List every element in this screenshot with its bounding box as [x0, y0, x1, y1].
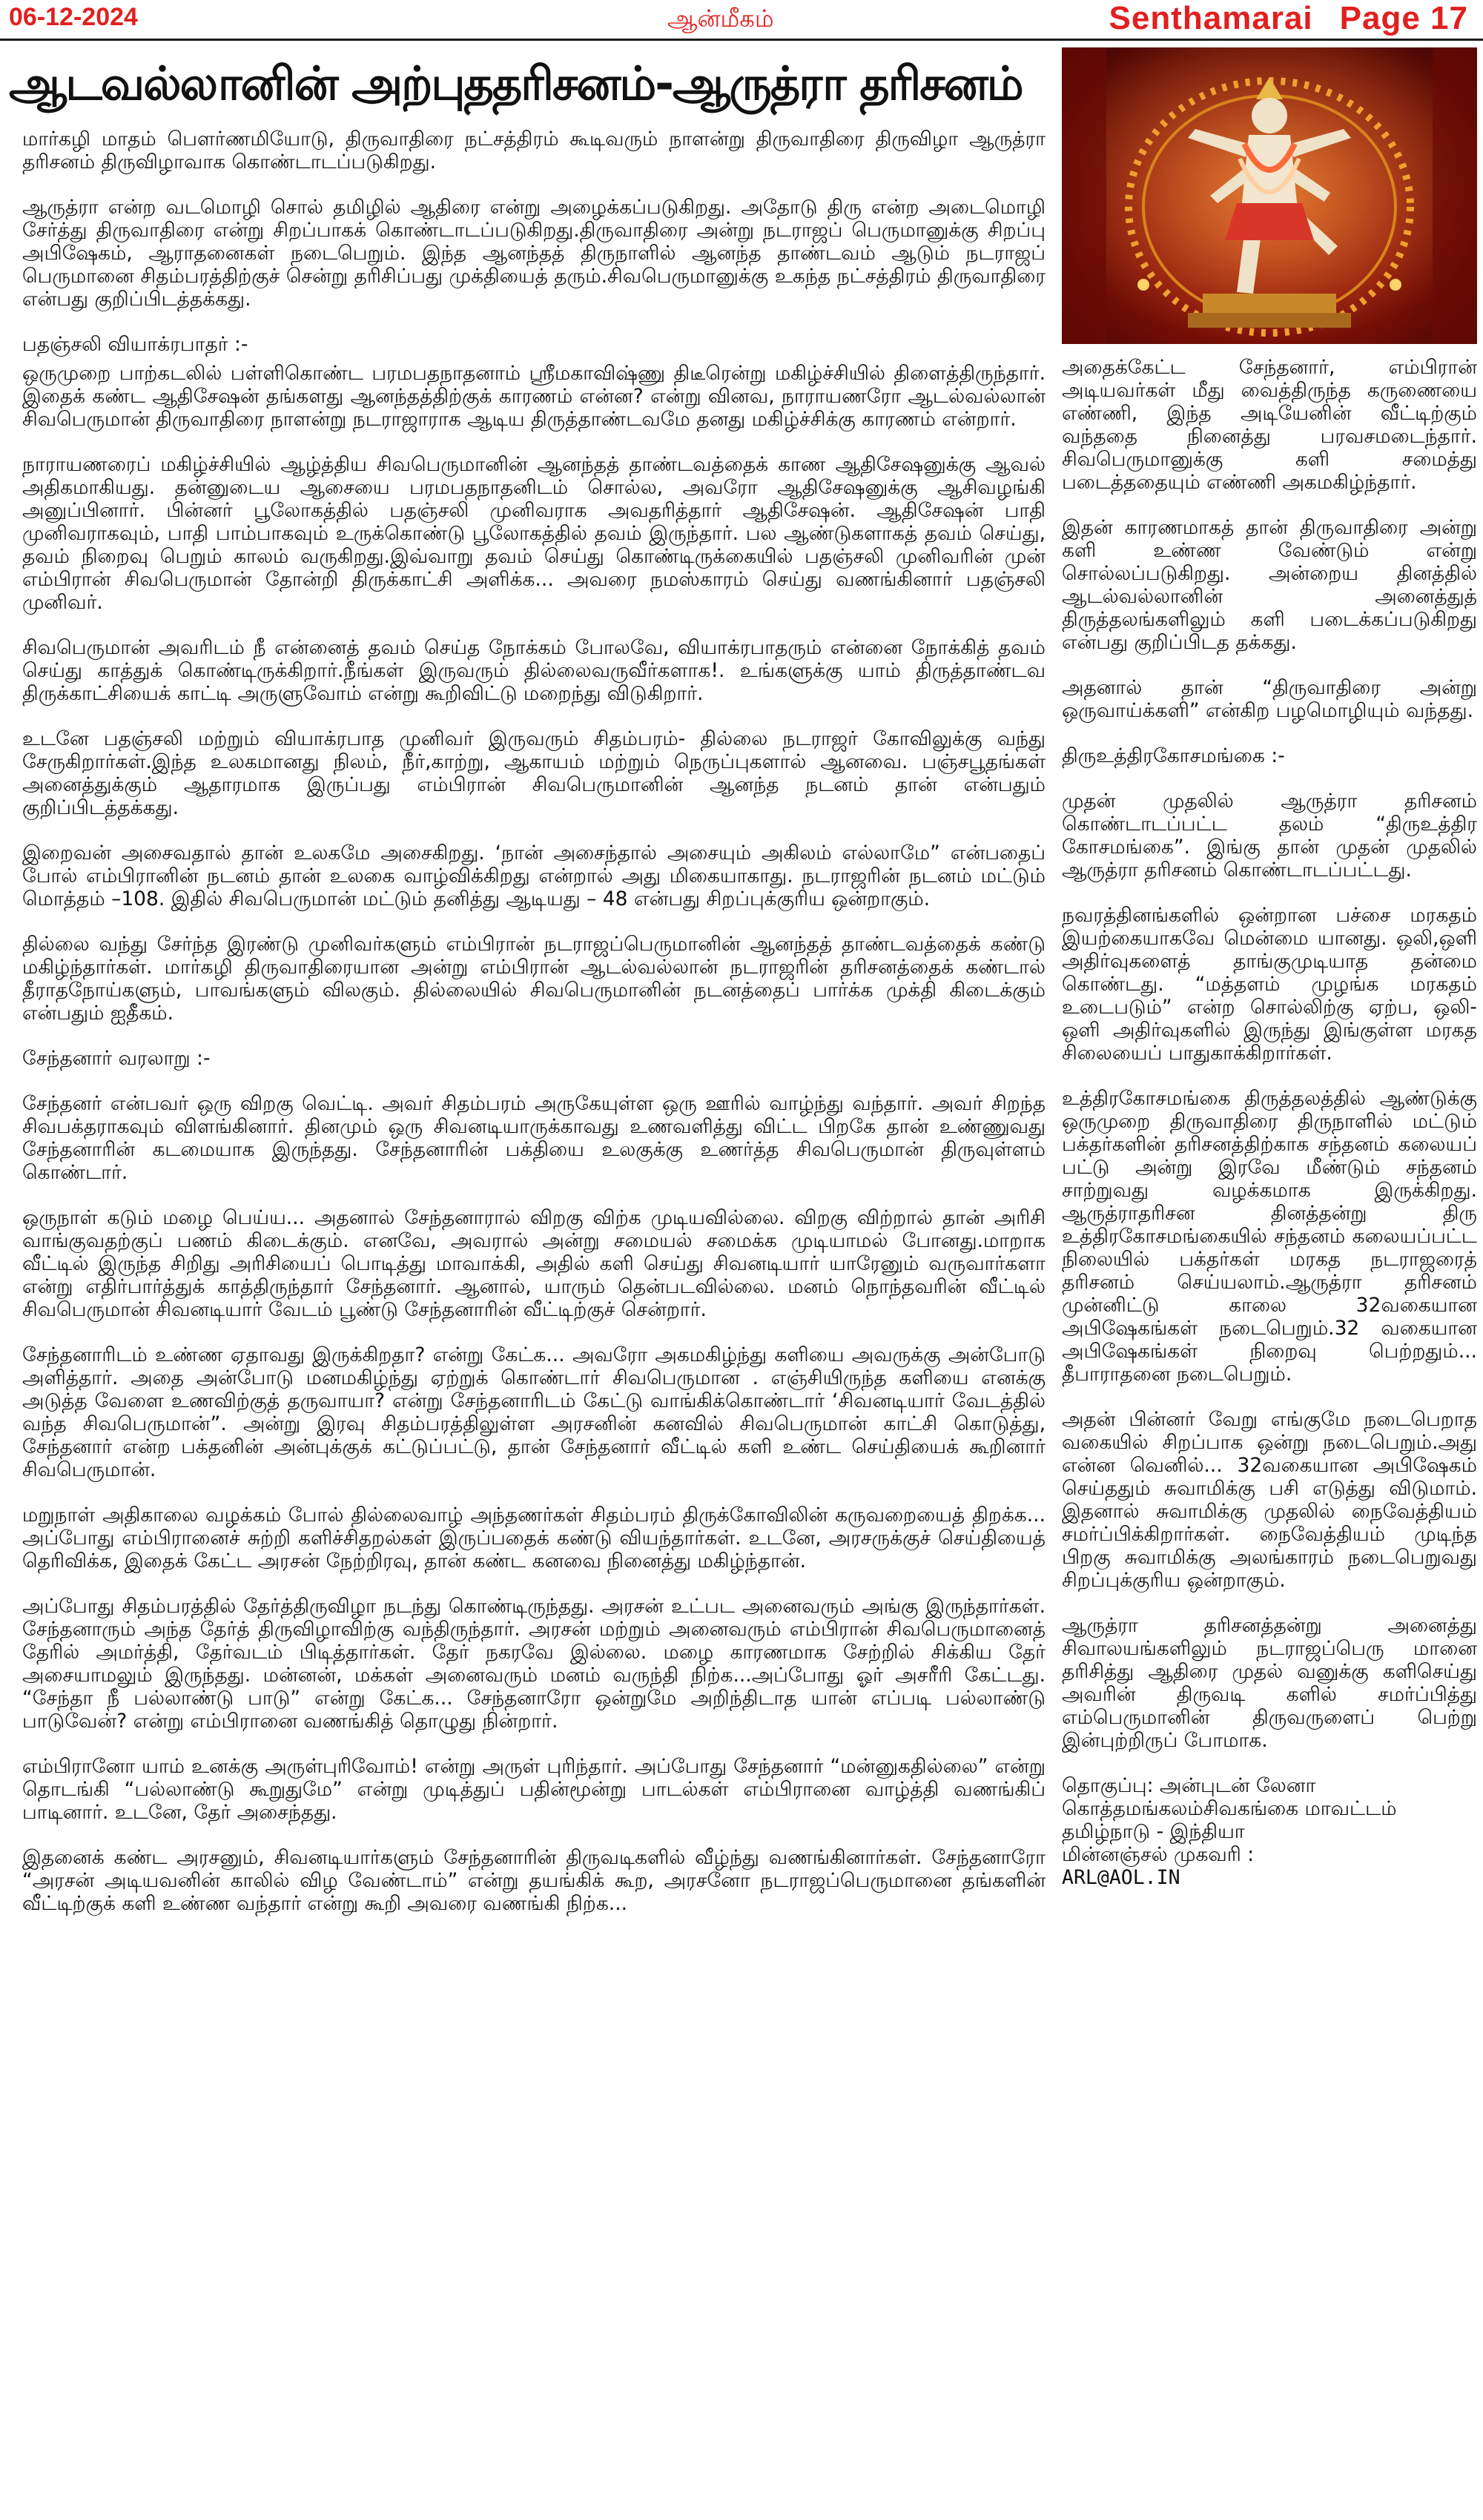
paragraph: அதன் பின்னர் வேறு எங்குமே நடைபெறாத வகையில் சிறப்பாக ஒன்று நடைபெறும்.அது என்ன வெனில்... 32வகையான அபிஷேகம் செய்ததும் சுவாமிக்கு பசி எடுத்து விடுமாம். இதனால் சுவாமிக்கு முதலில் நைவேத்தியம் சமர்ப்பிக்கிறார்கள். நைவேத்தியம் முடிந்த பிறகு சுவாமிக்கு அலங்காரம் நடைபெறுவது சிறப்புக்குரிய ஒன்றாகும். [1062, 1408, 1477, 1592]
nataraja-idol-icon [1062, 47, 1477, 344]
paragraph: ஆருத்ரா என்ற வடமொழி சொல் தமிழில் ஆதிரை என்று அழைக்கப்படுகிறது. அதோடு திரு என்ற அடைமொழி சேர்த்து திருவாதிரை என்று சிறப்பாகக் கொண்டாடப்படுகிறது.திருவாதிரை அன்று நடராஜப் பெருமானுக்கு சிறப்பு அபிஷேகம், ஆராதனைகள் நடைபெறும். இந்த ஆனந்தத் திருநாளில் ஆனந்த தாண்டவம் ஆடும் நடராஜப் பெருமானை சிதம்பரத்திற்குச் சென்று தரிசிப்பது முக்தியைத் தரும்.சிவபெருமானுக்கு உகந்த நட்சத்திரம் திருவாதிரை என்பது குறிப்பிடத்தக்கது. [22, 196, 1046, 311]
article-headline: ஆடவல்லானின் அற்புததரிசனம்-ஆருத்ரா தரிசனம் [9, 56, 1023, 110]
email-address: ARL@AOL.IN [1062, 1866, 1180, 1889]
paragraph: ஒருநாள் கடும் மழை பெய்ய... அதனால் சேந்தனாரால் விறகு விற்க முடியவில்லை. விறகு விற்றால் தான் அரிசி வாங்குவதற்குப் பணம் கிடைக்கும். எனவே, அவரால் அன்று சமையல் சமைக்க முடியாமல் போனது.மாறாக வீட்டில் இருந்த சிறிது அரிசியைப் பொடித்து மாவாக்கி, அதில் களி செய்து சிவனடியார் யாரேனும் வருவார்களா என்று எதிர்பார்த்துக் காத்திருந்தார் சேந்தனார். ஆனால், யாரும் தென்படவில்லை. மனம் நொந்தவரின் வீட்டில் சிவபெருமான் சிவனடியார் வேடம் பூண்டு சேந்தனாரின் வீட்டிற்குச் சென்றார். [22, 1206, 1046, 1321]
brand-name: Senthamarai [1109, 0, 1313, 36]
paragraph: நாராயணரைப் மகிழ்ச்சியில் ஆழ்த்திய சிவபெருமானின் ஆனந்தத் தாண்டவத்தைக் காண ஆதிசேஷனுக்கு ஆவல் அதிகமாகியது. தன்னுடைய ஆசையை பரமபதநாதனிடம் சொல்ல, அவரோ ஆதிசேஷனுக்கு ஆசிவழங்கி அனுப்பினார். பின்னர் பூலோகத்தில் பதஞ்சலி முனிவராக அவதரித்தார் ஆதிசேஷன். ஆதிசேஷன் பாதி முனிவராகவும், பாதி பாம்பாகவும் உருக்கொண்டு பூலோகத்தில் தவம் இருந்தார். பல ஆண்டுகளாகத் தவம் செய்து, தவம் நிறைவு பெறும் காலம் வருகிறது.இவ்வாறு தவம் செய்து கொண்டிருக்கையில் பதஞ்சலி முனிவரின் முன் எம்பிரான் சிவபெருமான் தோன்றி திருக்காட்சி அளிக்க... அவரை நமஸ்காரம் செய்து வணங்கினார் பதஞ்சலி முனிவர். [22, 453, 1046, 614]
paragraph: இதன் காரணமாகத் தான் திருவாதிரை அன்று களி உண்ண வேண்டும் என்று சொல்லப்படுகிறது. அன்றைய தினத்தில் ஆடல்வல்லானின் அனைத்துத் திருத்தலங்களிலும் களி படைக்கப்படுகிறது என்பது குறிப்பிடத தக்கது. [1062, 516, 1477, 654]
paragraph: மறுநாள் அதிகாலை வழக்கம் போல் தில்லைவாழ் அந்தணர்கள் சிதம்பரம் திருக்கோவிலின் கருவறையைத் திறக்க... அப்போது எம்பிரானைச் சுற்றி களிச்சிதறல்கள் இருப்பதைக் கண்டு வியந்தார்கள். உடனே, அரசருக்குச் செய்தியைத் தெரிவிக்க, இதைக் கேட்ட அரசன் நேற்றிரவு, தான் கண்ட கனவை நினைத்து மகிழ்ந்தான். [22, 1504, 1046, 1572]
nataraja-photo [1062, 47, 1477, 344]
paragraph: சேந்தனாரிடம் உண்ண ஏதாவது இருக்கிறதா? என்று கேட்க... அவரோ அகமகிழ்ந்து களியை அவருக்கு அன்போடு அளித்தார். அதை அன்போடு மனமகிழ்ந்து ஏற்றுக் கொண்டார் சிவபெருமான . எஞ்சியிருந்த களியை எனக்கு அடுத்த வேளை உணவிற்குத் தருவாயா? என்று சேந்தனாரிடம் கேட்டு வாங்கிக்கொண்டார் ‘சிவனடியார் வேடத்தில் வந்த சிவபெருமான்”. அன்று இரவு சிதம்பரத்திலுள்ள அரசனின் கனவில் சிவபெருமான் காட்சி கொடுத்து, சேந்தனார் என்ற பக்தனின் அன்புக்குக் கட்டுப்பட்டு, தான் சேந்தனார் வீட்டில் களி உண்ட செய்தியைக் கூறினார் சிவபெருமான். [22, 1343, 1046, 1481]
section-name: ஆன்மீகம் [667, 4, 774, 33]
issue-date: 06-12-2024 [9, 3, 138, 31]
paragraph: நவரத்தினங்களில் ஒன்றான பச்சை மரகதம் இயற்கையாகவே மென்மை யானது. ஒலி,ஒளி அதிர்வுகளைத் தாங்குமுடியாத தன்மை கொண்டது. “மத்தளம் முழங்க மரகதம் உடைபடும்” என்ற சொல்லிற்கு ஏற்ப, ஒலி-ஒளி அதிர்வுகளில் இருந்து இங்குள்ள மரகத சிலையைப் பாதுகாக்கிறார்கள். [1062, 904, 1477, 1065]
paragraph: தில்லை வந்து சேர்ந்த இரண்டு முனிவர்களும் எம்பிரான் நடராஜப்பெருமானின் ஆனந்தத் தாண்டவத்தைக் கண்டு மகிழ்ந்தார்கள். மார்கழி திருவாதிரையான அன்று எம்பிரான் ஆடல்வல்லான் நடராஜரின் தரிசனத்தைக் கண்டால் தீராதநோய்களும், பாவங்களும் விலகும். தில்லையில் சிவபெருமானின் நடனத்தைப் பார்க்க முக்தி கிடைக்கும் என்பதும் ஐதீகம். [22, 933, 1046, 1025]
page-number: Page 17 [1339, 0, 1468, 36]
paragraph: முதன் முதலில் ஆருத்ரா தரிசனம் கொண்டாடப்பட்ட தலம் “திருஉத்திர கோசமங்கை”. இங்கு தான் முதன் முதலில் ஆருத்ரா தரிசனம் கொண்டாடப்பட்டது. [1062, 790, 1477, 882]
subheading-uthirakosamangai: திருஉத்திரகோசமங்கை :- [1062, 744, 1285, 767]
paragraph: சிவபெருமான் அவரிடம் நீ என்னைத் தவம் செய்த நோக்கம் போலவே, வியாக்ரபாதரும் என்னை நோக்கித் தவம் செய்து காத்துக் கொண்டிருக்கிறார்.நீங்கள் இருவரும் தில்லைவருவீர்களாக!. உங்களுக்கு யாம் திருத்தாண்டவ திருக்காட்சியைக் காட்டி அருளுவோம் என்று கூறிவிட்டு மறைந்து விடுகிறார். [22, 636, 1046, 705]
header-rule [0, 39, 1483, 41]
paragraph: அதனால் தான் “திருவாதிரை அன்று ஒருவாய்க்களி” என்கிற பழமொழியும் வந்தது. [1062, 676, 1477, 722]
paragraph: சேந்தனர் என்பவர் ஒரு விறகு வெட்டி. அவர் சிதம்பரம் அருகேயுள்ள ஒரு ஊரில் வாழ்ந்து வந்தார். அவர் சிறந்த சிவபக்தராகவும் விளங்கினார். தினமும் ஒரு சிவனடியாருக்காவது உணவளித்து விட்ட பிறகே தான் உண்ணுவது சேந்தனாரின் கடமையாக இருந்தது. சேந்தனாரின் பக்தியை உலகுக்கு உணர்த்த சிவபெருமான் திருவுள்ளம் கொண்டார். [22, 1092, 1046, 1184]
compiled-by: தொகுப்பு: அன்புடன் லேனா [1062, 1774, 1316, 1797]
main-column [22, 128, 1046, 2515]
author-place: கொத்தமங்கலம்சிவகங்கை மாவட்டம் [1062, 1797, 1397, 1820]
page-header [0, 0, 1483, 37]
paragraph: உத்திரகோசமங்கை திருத்தலத்தில் ஆண்டுக்கு ஒருமுறை திருவாதிரை திருநாளில் மட்டும் பக்தர்களின் தரிசனத்திற்காக சந்தனம் கலையப் பட்டு அன்று இரவே மீண்டும் சந்தனம் சாற்றுவது வழக்கமாக இருக்கிறது. ஆருத்ராதரிசன தினத்தன்று திரு உத்திரகோசமங்கையில் சந்தனம் கலையப்பட்ட நிலையில் பக்தர்கள் மரகத நடராஜரைத் தரிசனம் செய்யலாம்.ஆருத்ரா தரிசனம் முன்னிட்டு காலை 32வகையான அபிஷேகங்கள் நடைபெறும்.32 வகையான அபிஷேகங்கள் நிறைவு பெற்றதும்... தீபாராதனை நடைபெறும். [1062, 1087, 1477, 1386]
side-column [1062, 356, 1477, 2513]
masthead [1109, 0, 1468, 37]
paragraph: உடனே பதஞ்சலி மற்றும் வியாக்ரபாத முனிவர் இருவரும் சிதம்பரம்- தில்லை நடராஜர் கோவிலுக்கு வந்து சேருகிறார்கள்.இந்த உலகமானது நிலம், நீர்,காற்று, ஆகாயம் மற்றும் நெருப்புகளால் ஆனவை. பஞ்சபூதங்கள் அனைத்துக்கும் ஆதாரமாக இருப்பது எம்பிரான் சிவபெருமானின் ஆனந்த நடனம் தான் என்பதும் குறிப்பிடத்தக்கது. [22, 727, 1046, 819]
email-label: மின்னஞ்சல் முகவரி : [1062, 1843, 1255, 1866]
subheading-sendhanar: சேந்தனார் வரலாறு :- [22, 1047, 211, 1070]
author-credit [1062, 1774, 1477, 1889]
paragraph: மார்கழி மாதம் பௌர்ணமியோடு, திருவாதிரை நட்சத்திரம் கூடிவரும் நாளன்று திருவாதிரை திருவிழா ஆருத்ரா தரிசனம் திருவிழாவாக கொண்டாடப்படுகிறது. [22, 128, 1046, 173]
paragraph: இறைவன் அசைவதால் தான் உலகமே அசைகிறது. ‘நான் அசைந்தால் அசையும் அகிலம் எல்லாமே” என்பதைப் போல் எம்பிரானின் நடனம் தான் உலகை வாழ்விக்கிறது என்றால் அது மிகையாகாது. நடராஜரின் நடனம் மட்டும் மொத்தம் –108. இதில் சிவபெருமான் மட்டும் தனித்து ஆடியது – 48 என்பது சிறப்புக்குரிய ஒன்றாகும். [22, 841, 1046, 910]
paragraph: இதனைக் கண்ட அரசனும், சிவனடியார்களும் சேந்தனாரின் திருவடிகளில் வீழ்ந்து வணங்கினார்கள். சேந்தனாரோ “அரசன் அடியவனின் காலில் விழ வேண்டாம்” என்று தயங்கிக் கூற, அரசனோ நடராஜப்பெருமானை தங்களின் வீட்டிற்குக் களி உண்ண வந்தார் என்று கூறி அவரை வணங்கி நிற்க... [22, 1846, 1046, 1915]
paragraph: ஆருத்ரா தரிசனத்தன்று அனைத்து சிவாலயங்களிலும் நடராஜப்பெரு மானை தரிசித்து ஆதிரை முதல் வனுக்கு களிசெய்து அவரின் திருவடி களில் சமர்ப்பித்து எம்பெருமானின் திருவருளைப் பெற்று இன்புற்றிருப் போமாக. [1062, 1614, 1477, 1752]
paragraph: அப்போது சிதம்பரத்தில் தேர்த்திருவிழா நடந்து கொண்டிருந்தது. அரசன் உட்பட அனைவரும் அங்கு இருந்தார்கள். சேந்தனாரும் அந்த தேர்த் திருவிழாவிற்கு வந்திருந்தார். அரசன் மற்றும் அனைவரும் எம்பிரான் சிவபெருமானைத் தேரில் அமர்த்தி, தேர்வடம் பிடித்தார்கள். தேர் நகரவே இல்லை. மழை காரணமாக சேற்றில் சிக்கிய தேர் அசையாமலும் இருந்தது. மன்னன், மக்கள் அனைவரும் மனம் வருந்தி நிற்க...அப்போது ஓர் அசரீரி கேட்டது. “சேந்தா நீ பல்லாண்டு பாடு” என்று கேட்க... சேந்தனாரோ ஒன்றுமே அறிந்திடாத யான் எப்படி பல்லாண்டு பாடுவேன்? என்று எம்பிரானை வணங்கித் தொழுது நின்றார். [22, 1595, 1046, 1733]
author-country: தமிழ்நாடு - இந்தியா [1062, 1820, 1245, 1843]
paragraph: ஒருமுறை பாற்கடலில் பள்ளிகொண்ட பரமபதநாதனாம் ஸ்ரீமகாவிஷ்ணு திடீரென்று மகிழ்ச்சியில் திளைத்திருந்தார். இதைக் கண்ட ஆதிசேஷன் தங்களது ஆனந்தத்திற்குக் காரணம் என்ன? என்று வினவ, நாராயணரோ ஆடல்வல்லான் சிவபெருமான் திருவாதிரை நாளன்று நடராஜாராக ஆடிய திருத்தாண்டவமே தனது மகிழ்ச்சிக்கு காரணம் என்றார். [22, 362, 1046, 431]
subheading-patanjali: பதஞ்சலி வியாக்ரபாதர் :- [22, 333, 248, 356]
paragraph: அதைக்கேட்ட சேந்தனார், எம்பிரான் அடியவர்கள் மீது வைத்திருந்த கருணையை எண்ணி, இந்த அடியேனின் வீட்டிற்கும் வந்ததை நினைத்து பரவசமடைந்தார். சிவபெருமானுக்கு களி சமைத்து படைத்ததையும் எண்ணி அகமகிழ்ந்தார். [1062, 356, 1477, 494]
email-line [1062, 1843, 1477, 1889]
paragraph: எம்பிரானோ யாம் உனக்கு அருள்புரிவோம்! என்று அருள் புரிந்தார். அப்போது சேந்தனார் “மன்னுகதில்லை” என்று தொடங்கி “பல்லாண்டு கூறுதுமே” என்று முடித்துப் பதின்மூன்று பாடல்கள் எம்பிரானை வாழ்த்தி வணங்கிப் பாடினார். உடனே, தேர் அசைந்தது. [22, 1755, 1046, 1824]
